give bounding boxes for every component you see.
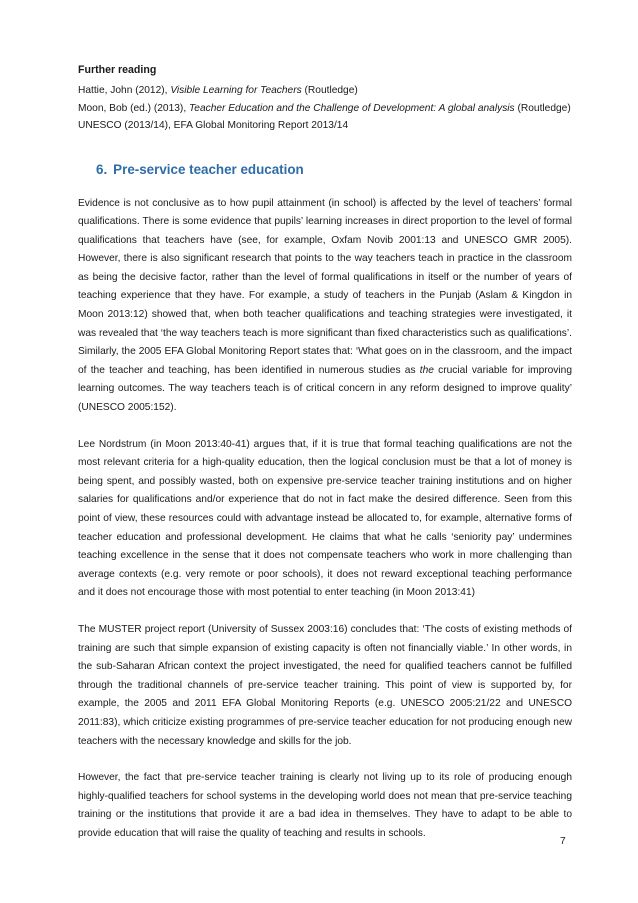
paragraph-however: However, the fact that pre-service teacher training is clearly not living up to its role of producing enough highly-qualified teachers for school systems in the developing world does not mean that pre-service teaching training or the institutions that provide it are a bad idea in themselves. They have to adapt to be able to provide education that will raise the quality of teaching and results in schools. [78,772,572,839]
reference-hattie: Hattie, John (2012), Visible Learning for Teachers (Routledge) [78,85,358,96]
section-number: 6. [96,161,108,177]
paragraph-evidence: Evidence is not conclusive as to how pupil attainment (in school) is affected by the level of teachers’ formal qualifications. There is some evidence that pupils’ learning increases in direct proportion to the level of formal qualifications that teachers have (see, for example, Oxfam Novib 2001:13 and UNESCO GMR 2005). However, there is also significant research that points to the way teachers teach in practice in the classroom as being the decisive factor, rather than the level of formal qualifications in itself or the number of years of teaching experience that they have. For example, a study of teachers in the Punjab (Aslam & Kingdon in Moon 2013:12) showed that, when both teacher qualifications and teaching strategies were investigated, it was revealed that ‘the way teachers teach is more significant than fixed characteristics such as qualifications’. Similarly, the 2005 EFA Global Monitoring Report states that: ‘What goes on in the classroom, and the impact of the teacher and teaching, has been identified in numerous studies as the crucial variable for improving learning outcomes. The way teachers teach is of critical concern in any reform designed to improve quality’ (UNESCO 2005:152). [78,197,572,414]
section-title [96,161,572,179]
reference-unesco: UNESCO (2013/14), EFA Global Monitoring Report 2013/14 [78,120,349,131]
paragraph-nordstrum: Lee Nordstrum (in Moon 2013:40-41) argues that, if it is true that formal teaching qualifications are not the most relevant criteria for a high-quality education, then the logical conclusion must be that a lot of money is being spent, and possibly wasted, both on expensive pre-service teacher training institutions and on higher salaries for qualifications and/or experience that do not in fact make the desired difference. Seen from this point of view, these resources could with advantage instead be allocated to, for example, alternative forms of teacher education and professional development. He claims that what he calls ‘seniority pay’ undermines teaching excellence in the sense that it does not compensate teachers who work in more challenging than average contexts (e.g. very remote or poor schools), it does not reward exceptional teaching performance and it does not encourage those with most potential to enter teaching (in Moon 2013:41) [78,438,572,599]
reference-moon: Moon, Bob (ed.) (2013), Teacher Education and the Challenge of Development: A global analysis (Routledge) [78,102,571,114]
further-reading-heading: Further reading [78,64,157,76]
page-number: 7 [560,836,566,847]
section-heading: Pre-service teacher education [113,161,304,177]
document-page [78,62,572,862]
paragraph-muster: The MUSTER project report (University of Sussex 2003:16) concludes that: ‘The costs of existing methods of training are such that simple expansion of existing capacity is often not financially viable.’ In other words, in the sub-Saharan African context the project investigated, the need for qualified teachers cannot be fulfilled through the traditional channels of pre-service teacher training. This point of view is supported by, for example, the 2005 and 2011 EFA Global Monitoring Reports (e.g. UNESCO 2005:21/22 and UNESCO 2011:83), which criticize existing programmes of pre-service teacher education for not producing enough new teachers with the necessary knowledge and skills for the job. [78,623,572,747]
